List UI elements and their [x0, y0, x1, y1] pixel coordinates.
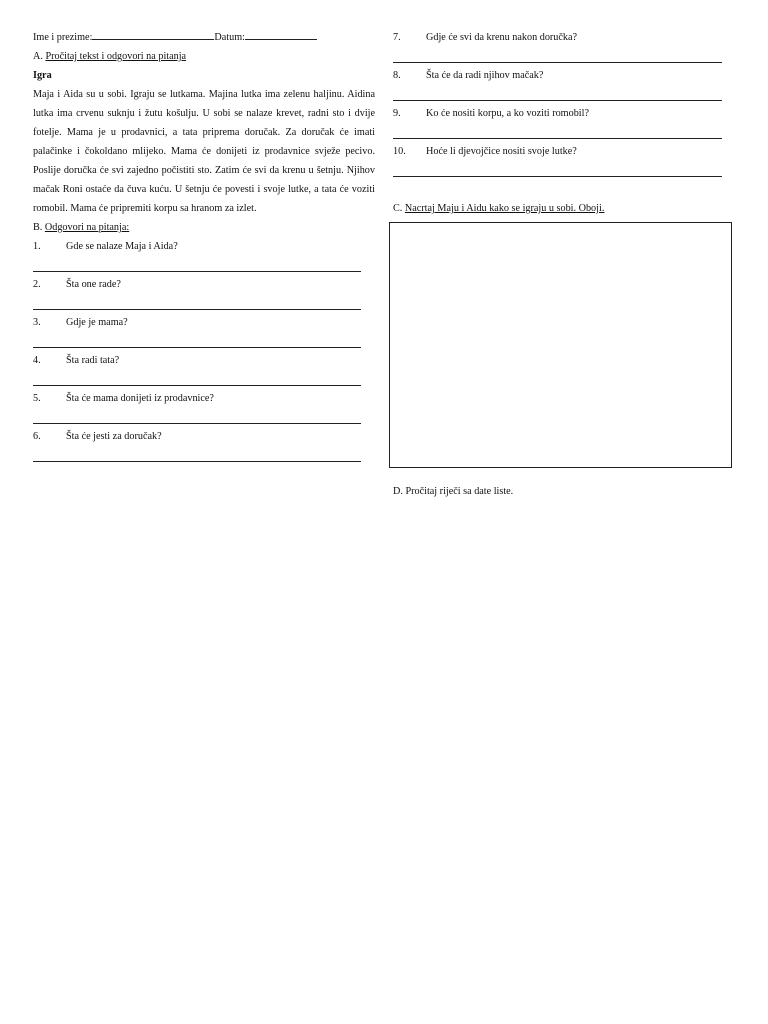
answer-line-6[interactable]: [33, 446, 375, 465]
question-number: 1.: [33, 241, 41, 252]
section-b-instruction: Odgovori na pitanja:: [44, 222, 130, 233]
question-6: [33, 427, 375, 446]
question-text: Ko će nositi korpu, a ko voziti romobil?: [426, 108, 589, 119]
spacer: [393, 180, 734, 199]
name-label: Ime i prezime:: [33, 32, 93, 43]
answer-line-1[interactable]: [33, 256, 375, 275]
answer-line-2[interactable]: [33, 294, 375, 313]
header-row: [33, 28, 375, 47]
question-text: Šta će jesti za doručak?: [66, 431, 162, 442]
answer-line-5[interactable]: [33, 408, 375, 427]
question-9: [393, 104, 734, 123]
question-text: Gde se nalaze Maja i Aida?: [66, 241, 178, 252]
right-column: [393, 28, 734, 501]
answer-line-7[interactable]: [393, 47, 734, 66]
question-text: Šta će mama donijeti iz prodavnice?: [66, 393, 214, 404]
question-3: [33, 313, 375, 332]
story-text: Maja i Aida su u sobi. Igraju se lutkama. Majina lutka ima zelenu haljinu. Aidina lutka ima crvenu suknju i žutu košulju. U sobi se nalaze krevet, radni sto i dvije fotelje. Mama je u prodavnici, a tata priprema doručak. Za doručak će imati palačinke i čokoldano mlijeko. Mama će donijeti iz prodavnice svježe pecivo. Poslije doručka će svi zajedno počistiti sto. Zatim će svi da krenu u šetnju. Njihov mačak Roni ostaće da čuva kuću. U šetnju će povesti i svoje lutke, a tata će voziti romobil. Mama će pripremiti korpu sa hranom za izlet.: [33, 89, 375, 214]
question-1: [33, 237, 375, 256]
question-number: 3.: [33, 317, 41, 328]
section-c-heading: [393, 199, 734, 218]
section-a-letter: A.: [33, 51, 43, 62]
story-title: Igra: [33, 70, 52, 81]
question-number: 6.: [33, 431, 41, 442]
question-text: Hoće li djevojčice nositi svoje lutke?: [426, 146, 577, 157]
answer-line-9[interactable]: [393, 123, 734, 142]
section-c-letter: C.: [393, 203, 403, 214]
left-column: [33, 28, 375, 465]
question-text: Šta radi tata?: [66, 355, 120, 366]
answer-line-3[interactable]: [33, 332, 375, 351]
question-text: Šta će da radi njihov mačak?: [426, 70, 544, 81]
question-5: [33, 389, 375, 408]
question-text: Gdje je mama?: [66, 317, 128, 328]
section-b-heading: [33, 218, 375, 237]
question-8: [393, 66, 734, 85]
answer-line-10[interactable]: [393, 161, 734, 180]
question-text: Gdje će svi da krenu nakon doručka?: [426, 32, 578, 43]
question-4: [33, 351, 375, 370]
question-2: [33, 275, 375, 294]
question-10: [393, 142, 734, 161]
section-a-heading: [33, 47, 375, 66]
section-d-text: D. Pročitaj riječi sa date liste.: [393, 486, 514, 497]
question-number: 2.: [33, 279, 41, 290]
question-text: Šta one rade?: [66, 279, 121, 290]
name-blank[interactable]: [92, 29, 214, 40]
question-number: 10.: [393, 146, 406, 157]
date-label: Datum:: [214, 32, 245, 43]
question-7: [393, 28, 734, 47]
question-number: 7.: [393, 32, 401, 43]
question-number: 9.: [393, 108, 401, 119]
section-a-instruction: Pročitaj tekst i odgovori na pitanja: [45, 51, 187, 62]
section-b-letter: B.: [33, 222, 43, 233]
question-number: 5.: [33, 393, 41, 404]
question-number: 8.: [393, 70, 401, 81]
drawing-box[interactable]: [389, 222, 732, 468]
section-c-instruction: Nacrtaj Maju i Aidu kako se igraju u sobi. Oboji.: [404, 203, 605, 214]
question-number: 4.: [33, 355, 41, 366]
answer-line-4[interactable]: [33, 370, 375, 389]
answer-line-8[interactable]: [393, 85, 734, 104]
date-blank[interactable]: [245, 29, 317, 40]
